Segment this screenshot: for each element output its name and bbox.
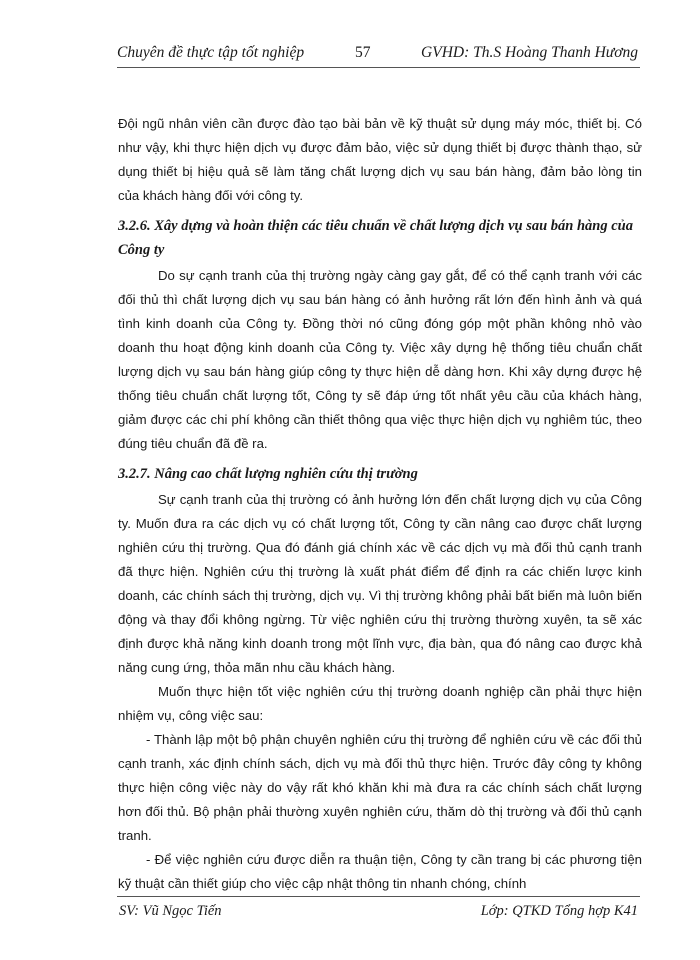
paragraph-3-2-7-a: Sự cạnh tranh của thị trường có ảnh hưởng lớn đến chất lượng dịch vụ của Công ty. Muốn đưa ra các dịch vụ có chất lượng tốt, Công ty cần nâng cao được chất lượng nghiên cứu thị trường. Qua đó đánh giá chính xác về các dịch vụ mà đối thủ cạnh tranh đã thực hiện. Nghiên cứu thị trường là xuất phát điểm để định ra các chiến lược kinh doanh, các chính sách thị trường, dịch vụ. Vì thị trường không phải bất biến mà luôn biến động và thay đổi không ngừng. Từ việc nghiên cứu thị trường thường xuyên, ta sẽ xác định được khả năng kinh doanh trong một lĩnh vực, địa bàn, qua đó nâng cao được khả năng cung ứng, thỏa mãn nhu cầu khách hàng. bbox=[118, 492, 642, 675]
header-advisor: GVHD: Th.S Hoàng Thanh Hương bbox=[421, 44, 638, 61]
footer-class: Lớp: QTKD Tổng hợp K41 bbox=[480, 903, 638, 919]
page-header bbox=[117, 37, 640, 68]
paragraph-3-2-7-b: Muốn thực hiện tốt việc nghiên cứu thị trường doanh nghiệp cần phải thực hiện nhiệm vụ, công việc sau: bbox=[118, 684, 642, 723]
bullet-item-2: - Để việc nghiên cứu được diễn ra thuận tiện, Công ty cần trang bị các phương tiện kỹ thuật cần thiết giúp cho việc cập nhật thông tin nhanh chóng, chính bbox=[118, 852, 642, 891]
heading-3-2-7: 3.2.7. Nâng cao chất lượng nghiên cứu thị trường bbox=[118, 466, 418, 482]
paragraph-intro: Đội ngũ nhân viên cần được đào tạo bài bản về kỹ thuật sử dụng máy móc, thiết bị. Có như vậy, khi thực hiện dịch vụ được đảm bảo, việc sử dụng thiết bị được thành thạo, sử dụng thiết bị hiệu quả sẽ làm tăng chất lượng dịch vụ sau bán hàng, đảm bảo lòng tin của khách hàng đối với công ty. bbox=[118, 116, 642, 203]
page-number: 57 bbox=[355, 44, 371, 61]
document-body bbox=[118, 112, 642, 896]
footer-student: SV: Vũ Ngọc Tiến bbox=[119, 903, 222, 919]
page-footer bbox=[117, 896, 640, 919]
paragraph-3-2-6: Do sự cạnh tranh của thị trường ngày càng gay gắt, để có thể cạnh tranh với các đối thủ thì chất lượng dịch vụ sau bán hàng có ảnh hưởng rất lớn đến hình ảnh và quá tình kinh doanh của Công ty. Đồng thời nó cũng đóng góp một phần không nhỏ vào doanh thu hoạt động kinh doanh của Công ty. Việc xây dựng hệ thống tiêu chuẩn chất lượng dịch vụ sau bán hàng giúp công ty thực hiện dễ dàng hơn. Khi xây dựng được hệ thống tiêu chuẩn chất lượng tốt, Công ty sẽ đáp ứng tốt nhất yêu cầu của khách hàng, giảm được các chi phí không cần thiết thông qua việc thực hiện dịch vụ nghiêm túc, theo đúng tiêu chuẩn đã đề ra. bbox=[118, 268, 642, 451]
bullet-item-1: - Thành lập một bộ phận chuyên nghiên cứu thị trường để nghiên cứu về các đối thủ cạnh tranh, xác định chính sách, dịch vụ mà đối thủ thực hiện. Trước đây công ty không thực hiện công việc này do vậy rất khó khăn khi mà đưa ra các chính sách chất lượng hơn đối thủ. Bộ phận phải thường xuyên nghiên cứu, thăm dò thị trường và đối thủ cạnh tranh. bbox=[118, 732, 642, 843]
heading-3-2-6: 3.2.6. Xây dựng và hoàn thiện các tiêu chuẩn về chất lượng dịch vụ sau bán hàng của Công ty bbox=[118, 218, 633, 258]
header-title: Chuyên đề thực tập tốt nghiệp bbox=[117, 44, 305, 61]
